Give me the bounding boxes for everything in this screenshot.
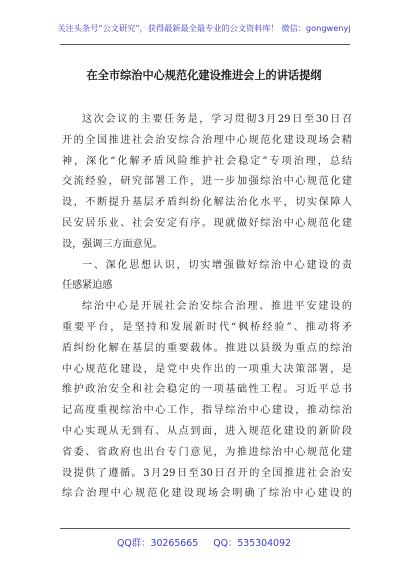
header-promo-note: 关注头条号“公文研究”，获得最新最全最专业的公文资料库！ 微信：gongwenyj [57,23,351,33]
header-divider [60,44,350,45]
body-line: 维护政治安全和社会稳定的一项基础性工程。习近平总书 [62,384,352,396]
body-line: 中心规范化建设，是党中央作出的一项重大决策部署，是 [62,363,352,375]
body-line: 开的全国推进社会治安综合治理中心规范化建设现场会精 [62,134,352,146]
body-line: 设提供了遵循。3月29日至30日召开的全国推进社会治安 [62,467,352,479]
body-line: 这次会议的主要任务是，学习贯彻3月29日至30日召 [82,114,352,125]
footer-divider [60,528,350,529]
body-line: 设，不断提升基层矛盾纠纷化解法治化水平，切实保障人 [62,197,352,209]
body-line: 重要平台，是坚持和发展新时代“枫桥经验”、推动将矛 [62,321,352,333]
body-line: 记高度重视综治中心工作，指导综治中心建设，推动综治 [62,405,352,417]
body-line: 一、深化思想认识，切实增强做好综治中心建设的责 [82,259,352,271]
body-line: 省委、省政府也出台专门意见，为推进综治中心规范化建 [62,446,352,458]
body-line: 民安居乐业、社会安定有序。现就做好综治中心规范化建 [62,217,352,229]
document-title: 在全市综治中心规范化建设推进会上的讲话提纲 [86,68,322,82]
body-line: 神，深化“化解矛盾风险维护社会稳定”专项治理，总结 [62,155,352,167]
body-line: 任感紧迫感 [62,280,113,292]
document-body [62,110,352,505]
footer-qq-group: QQ群：30265665 [116,538,199,549]
footer-contact [0,535,408,549]
body-line: 综合治理中心规范化建设现场会明确了综治中心建设的 [62,488,352,500]
body-line: 中心实现从无到有、从点到面，进入规范化建设的新阶段 [62,425,352,437]
body-line: 交流经验，研究部署工作，进一步加强综治中心规范化建 [62,176,352,188]
body-line: 设，强调三方面意见。 [62,238,163,250]
body-line: 综治中心是开展社会治安综合治理、推进平安建设的 [82,301,352,313]
footer-qq-number: QQ：535304092 [213,538,292,549]
body-line: 盾纠纷化解在基层的重要载体。推进以县级为重点的综治 [62,342,352,354]
